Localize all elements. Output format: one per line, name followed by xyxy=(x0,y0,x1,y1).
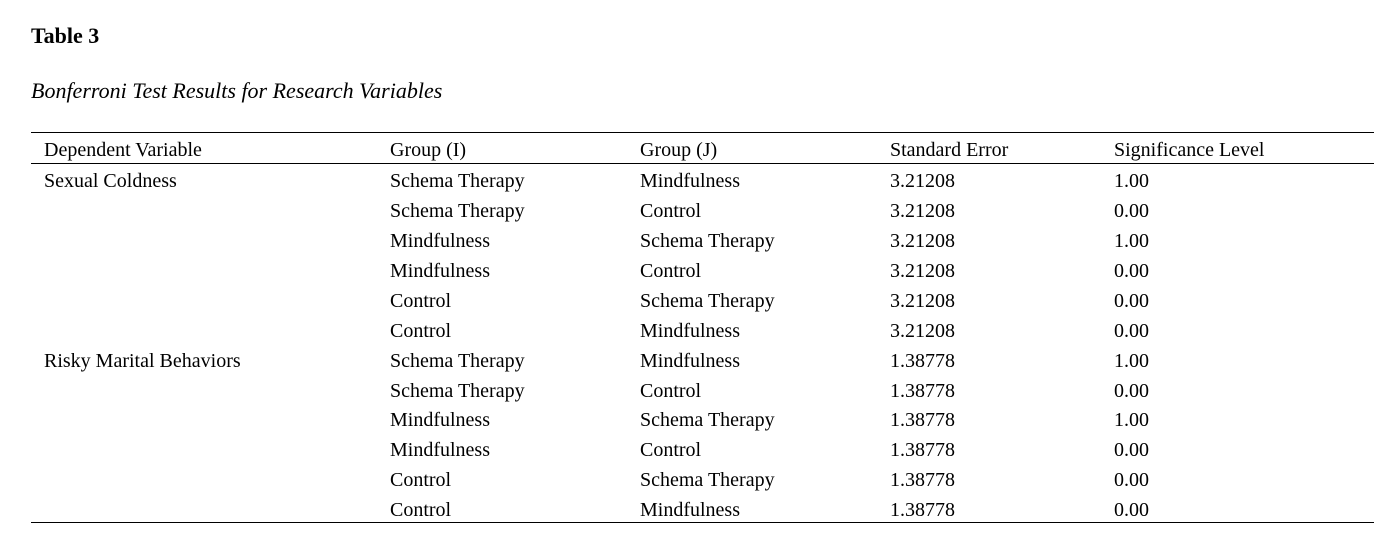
table-row xyxy=(0,256,1392,286)
significance-cell: 1.00 xyxy=(1114,230,1149,252)
group-j-cell: Mindfulness xyxy=(640,499,740,521)
dependent-variable-cell: Sexual Coldness xyxy=(44,170,177,192)
table-header-rule xyxy=(31,163,1374,164)
column-header-group-j: Group (J) xyxy=(640,139,718,161)
table-row xyxy=(0,346,1392,376)
table-row xyxy=(0,376,1392,406)
group-i-cell: Schema Therapy xyxy=(390,350,525,372)
group-j-cell: Control xyxy=(640,380,702,402)
significance-cell: 0.00 xyxy=(1114,380,1149,402)
significance-cell: 0.00 xyxy=(1114,320,1149,342)
group-i-cell: Mindfulness xyxy=(390,260,490,282)
group-i-cell: Control xyxy=(390,290,452,312)
table-row xyxy=(0,495,1392,525)
significance-cell: 0.00 xyxy=(1114,499,1149,521)
group-j-cell: Mindfulness xyxy=(640,350,740,372)
dependent-variable-cell: Risky Marital Behaviors xyxy=(44,350,241,372)
group-j-cell: Mindfulness xyxy=(640,320,740,342)
table-top-rule xyxy=(31,132,1374,133)
table-header-row xyxy=(0,135,1392,165)
group-i-cell: Schema Therapy xyxy=(390,380,525,402)
standard-error-cell: 3.21208 xyxy=(890,320,955,342)
significance-cell: 0.00 xyxy=(1114,200,1149,222)
group-i-cell: Mindfulness xyxy=(390,409,490,431)
significance-cell: 0.00 xyxy=(1114,439,1149,461)
table-row xyxy=(0,226,1392,256)
standard-error-cell: 3.21208 xyxy=(890,260,955,282)
column-header-group-i: Group (I) xyxy=(390,139,467,161)
significance-cell: 1.00 xyxy=(1114,350,1149,372)
significance-cell: 1.00 xyxy=(1114,409,1149,431)
table-row xyxy=(0,316,1392,346)
standard-error-cell: 1.38778 xyxy=(890,439,955,461)
group-j-cell: Mindfulness xyxy=(640,170,740,192)
group-j-cell: Control xyxy=(640,439,702,461)
table-row xyxy=(0,465,1392,495)
standard-error-cell: 3.21208 xyxy=(890,290,955,312)
group-i-cell: Schema Therapy xyxy=(390,200,525,222)
table-row xyxy=(0,166,1392,196)
table-row xyxy=(0,435,1392,465)
column-header-dependent-variable: Dependent Variable xyxy=(44,139,202,161)
column-header-significance-level: Significance Level xyxy=(1114,139,1265,161)
group-i-cell: Schema Therapy xyxy=(390,170,525,192)
standard-error-cell: 3.21208 xyxy=(890,200,955,222)
group-j-cell: Schema Therapy xyxy=(640,290,775,312)
significance-cell: 0.00 xyxy=(1114,469,1149,491)
standard-error-cell: 3.21208 xyxy=(890,230,955,252)
standard-error-cell: 1.38778 xyxy=(890,469,955,491)
significance-cell: 0.00 xyxy=(1114,290,1149,312)
significance-cell: 0.00 xyxy=(1114,260,1149,282)
standard-error-cell: 3.21208 xyxy=(890,170,955,192)
standard-error-cell: 1.38778 xyxy=(890,499,955,521)
group-j-cell: Schema Therapy xyxy=(640,230,775,252)
column-header-standard-error: Standard Error xyxy=(890,139,1009,161)
group-j-cell: Schema Therapy xyxy=(640,469,775,491)
standard-error-cell: 1.38778 xyxy=(890,409,955,431)
table-row xyxy=(0,286,1392,316)
table-row xyxy=(0,196,1392,226)
group-i-cell: Control xyxy=(390,469,452,491)
table-row xyxy=(0,405,1392,435)
table-title: Bonferroni Test Results for Research Variables xyxy=(31,78,443,103)
standard-error-cell: 1.38778 xyxy=(890,380,955,402)
table-number: Table 3 xyxy=(31,23,100,48)
group-i-cell: Control xyxy=(390,499,452,521)
group-i-cell: Control xyxy=(390,320,452,342)
standard-error-cell: 1.38778 xyxy=(890,350,955,372)
group-j-cell: Control xyxy=(640,260,702,282)
group-j-cell: Schema Therapy xyxy=(640,409,775,431)
group-i-cell: Mindfulness xyxy=(390,439,490,461)
group-i-cell: Mindfulness xyxy=(390,230,490,252)
table-bottom-rule xyxy=(31,522,1374,523)
significance-cell: 1.00 xyxy=(1114,170,1149,192)
group-j-cell: Control xyxy=(640,200,702,222)
